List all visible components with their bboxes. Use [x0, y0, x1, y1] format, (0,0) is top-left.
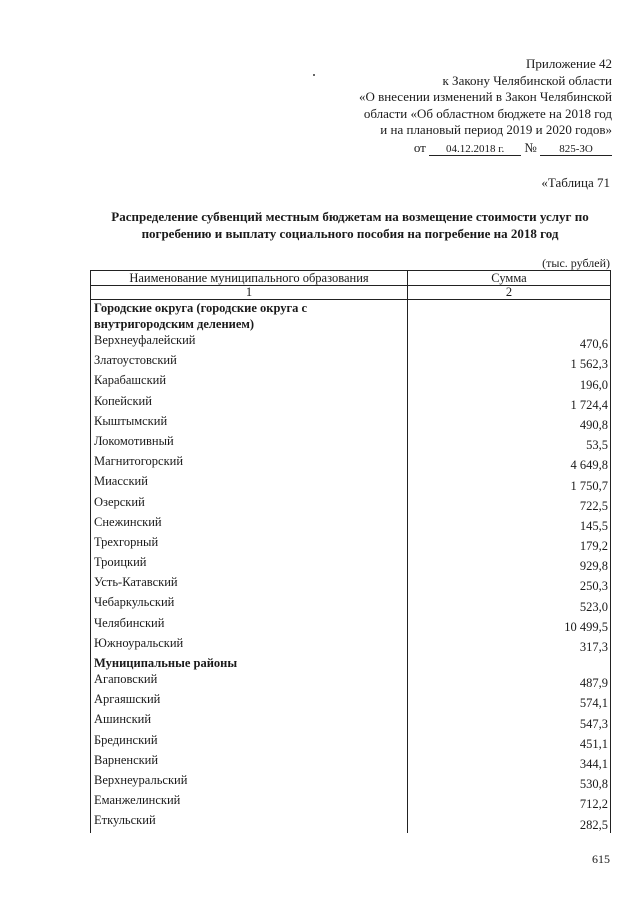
header-line: «О внесении изменений в Закон Челябинской [358, 89, 612, 104]
municipality-name: Чебаркульский [91, 594, 408, 614]
table-row [91, 413, 611, 433]
column-header-sum: Сумма [408, 271, 611, 286]
subvention-amount: 1 724,4 [408, 393, 611, 413]
municipality-name: Магнитогорский [91, 453, 408, 473]
subvention-amount: 10 499,5 [408, 615, 611, 635]
law-number: 825-ЗО [540, 143, 612, 156]
header-line: к Закону Челябинской области [442, 72, 612, 88]
header-line: области «Об областном бюджете на 2018 год [363, 105, 612, 121]
section-title: Городские округа (городские округа с внутригородским делением) [91, 300, 408, 333]
subvention-amount: 344,1 [408, 752, 611, 772]
header-line: и на плановый период 2019 и 2020 годов» [380, 122, 612, 137]
municipality-name: Южноуральский [91, 635, 408, 655]
subvention-amount: 712,2 [408, 792, 611, 812]
section-value-cell [408, 300, 611, 333]
municipality-name: Снежинский [91, 514, 408, 534]
municipality-name: Троицкий [91, 554, 408, 574]
municipality-name: Кыштымский [91, 413, 408, 433]
table-row [91, 812, 611, 832]
units-label: (тыс. рублей) [542, 256, 610, 270]
subvention-amount: 523,0 [408, 594, 611, 614]
table-row [91, 671, 611, 691]
number-sign: № [524, 140, 537, 155]
municipality-name: Агаповский [91, 671, 408, 691]
column-header-name: Наименование муниципального образования [91, 271, 408, 286]
subvention-amount: 250,3 [408, 574, 611, 594]
law-date-line [414, 140, 612, 156]
table-row [91, 615, 611, 635]
municipality-name: Верхнеуральский [91, 772, 408, 792]
table-row [91, 711, 611, 731]
header-line: Приложение 42 [525, 56, 612, 71]
table-row [91, 574, 611, 594]
subvention-amount: 179,2 [408, 534, 611, 554]
subvention-amount: 4 649,8 [408, 453, 611, 473]
table-row [91, 494, 611, 514]
table-row [91, 514, 611, 534]
subvention-amount: 574,1 [408, 691, 611, 711]
document-title: Распределение субвенций местным бюджетам на возмещение стоимости услуг по погребению и выплату социального пособия на погребение на 2018 год [111, 209, 589, 241]
municipality-name: Локомотивный [91, 433, 408, 453]
section-value-cell [408, 655, 611, 671]
subvention-amount: 451,1 [408, 732, 611, 752]
section-row [91, 655, 611, 671]
subvention-amount: 490,8 [408, 413, 611, 433]
table-row [91, 352, 611, 372]
municipality-name: Озерский [91, 494, 408, 514]
table-row [91, 332, 611, 352]
table-row [91, 433, 611, 453]
table-row [91, 752, 611, 772]
municipality-name: Аргаяшский [91, 691, 408, 711]
municipality-name: Еткульский [91, 812, 408, 832]
table-row [91, 473, 611, 493]
table-row [91, 772, 611, 792]
law-date: 04.12.2018 г. [429, 143, 521, 156]
subvention-amount: 317,3 [408, 635, 611, 655]
subvention-amount: 53,5 [408, 433, 611, 453]
subvention-amount: 282,5 [408, 812, 611, 832]
municipality-name: Еманжелинский [91, 792, 408, 812]
subvention-amount: 487,9 [408, 671, 611, 691]
date-prefix: от [413, 140, 426, 155]
municipality-name: Трехгорный [91, 534, 408, 554]
municipality-name: Миасский [91, 473, 408, 493]
table-row [91, 554, 611, 574]
table-row [91, 732, 611, 752]
table-row [91, 372, 611, 392]
subvention-amount: 196,0 [408, 372, 611, 392]
subvention-amount: 530,8 [408, 772, 611, 792]
column-number: 1 [91, 286, 408, 300]
table-row [91, 453, 611, 473]
subvention-amount: 1 562,3 [408, 352, 611, 372]
table-row [91, 534, 611, 554]
subvention-amount: 1 750,7 [408, 473, 611, 493]
appendix-header [252, 56, 612, 139]
section-title: Муниципальные районы [91, 655, 408, 671]
column-number: 2 [408, 286, 611, 300]
municipality-name: Верхнеуфалейский [91, 332, 408, 352]
table-row [91, 393, 611, 413]
municipality-name: Копейский [91, 393, 408, 413]
subvention-amount: 470,6 [408, 332, 611, 352]
table-row [91, 792, 611, 812]
municipality-name: Варненский [91, 752, 408, 772]
table-reference: «Таблица 71 [541, 175, 610, 190]
section-row [91, 300, 611, 333]
subvention-amount: 722,5 [408, 494, 611, 514]
table-row [91, 594, 611, 614]
table-row [91, 635, 611, 655]
municipality-name: Златоустовский [91, 352, 408, 372]
municipality-name: Челябинский [91, 615, 408, 635]
table-row [91, 691, 611, 711]
municipality-name: Ашинский [91, 711, 408, 731]
municipality-name: Усть-Катавский [91, 574, 408, 594]
subvention-table [90, 270, 611, 833]
page-number: 615 [592, 852, 610, 866]
municipality-name: Карабашский [91, 372, 408, 392]
subvention-amount: 929,8 [408, 554, 611, 574]
subvention-amount: 145,5 [408, 514, 611, 534]
municipality-name: Брединский [91, 732, 408, 752]
subvention-amount: 547,3 [408, 711, 611, 731]
table-body [91, 300, 611, 833]
